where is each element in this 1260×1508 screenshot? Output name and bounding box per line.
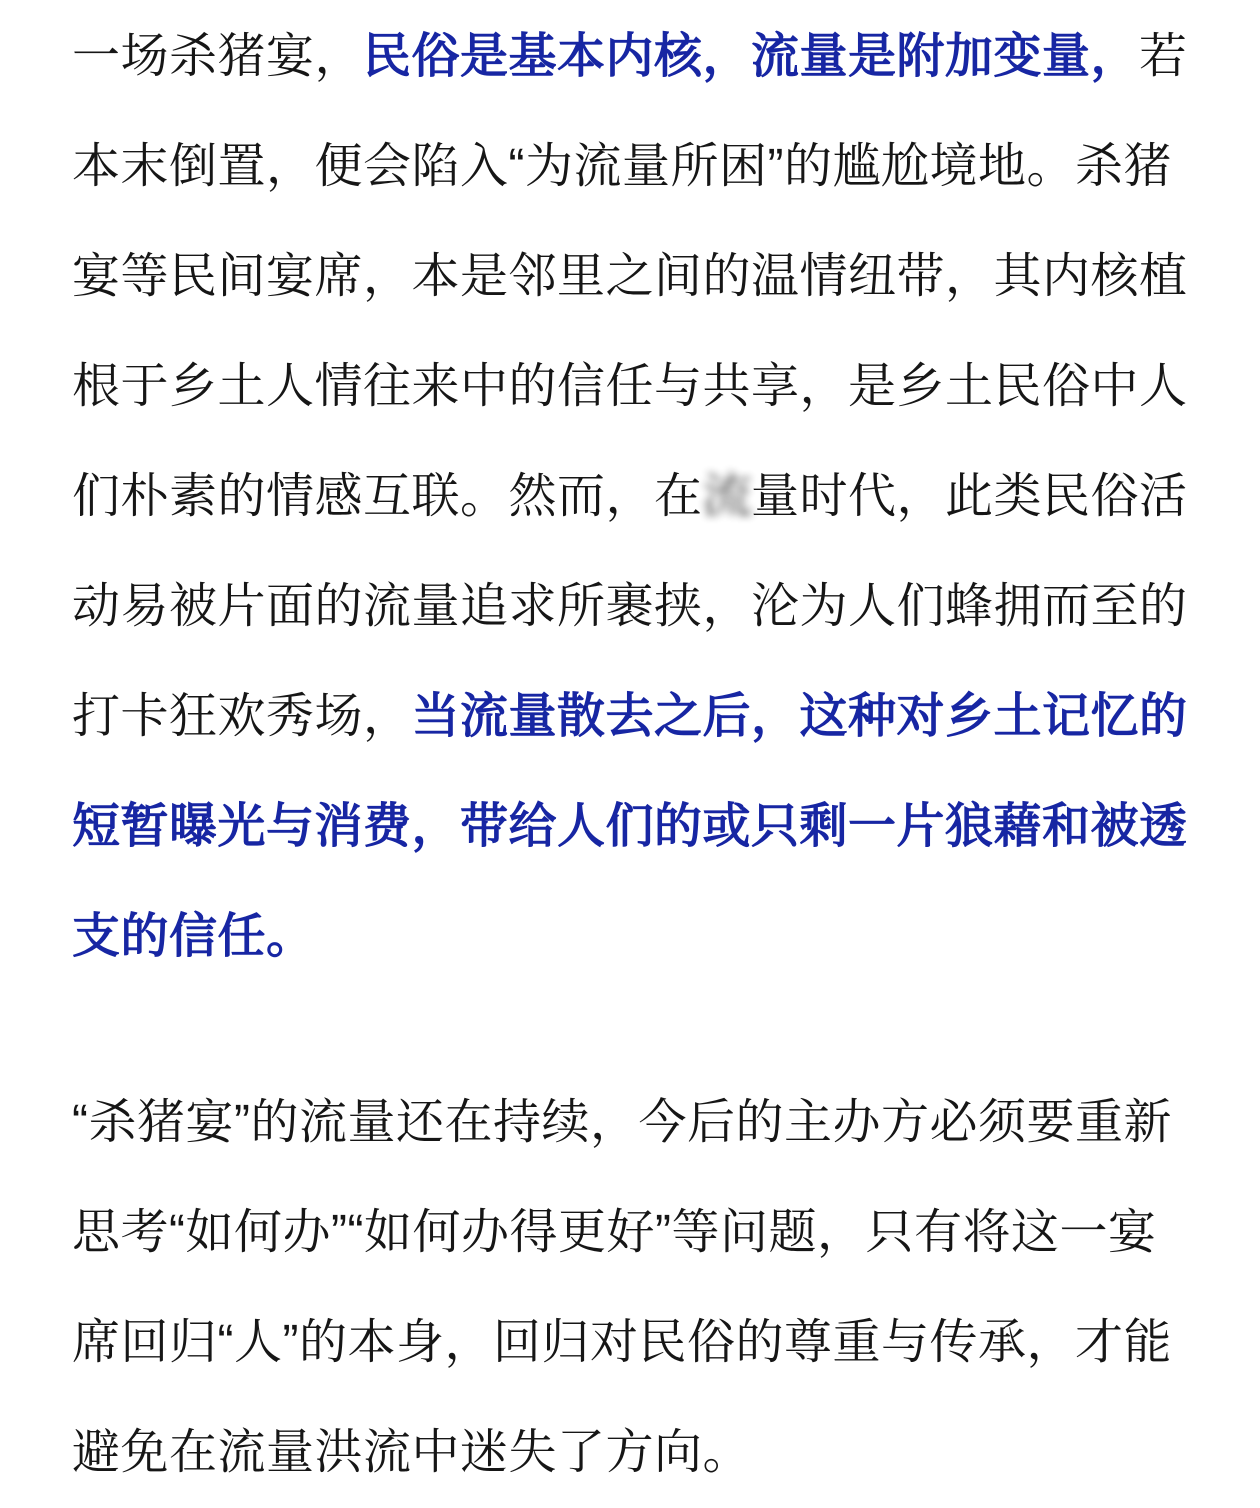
paragraph-2 [72,1068,1198,1508]
paragraph-1 [72,2,1198,992]
body-text: “杀猪宴”的流量还在持续，今后的主办方必须要重新思考“如何办”“如何办得更好”等问题，只有将这一宴席回归“人”的本身，回归对民俗的尊重与传承，才能避免在流量洪流中迷失了方向。 [72,1096,1172,1479]
body-text: 若本末倒置，便会陷入“为流量所困”的尴尬境地。杀猪宴等民间宴席，本是邻里之间的温情纽带，其内核植根于乡土人情往来中的信任与共享，是乡土民俗中人们朴素的情感互联。然而，在 [72,30,1188,523]
highlight-text: 民俗是基本内核，流量是附加变量， [363,30,1140,83]
body-text: 量时代，此类民俗活动易被片面的流量追求所裹挟，沦为人们蜂拥而至的打卡狂欢秀场， [72,470,1188,743]
body-text: 一场杀猪宴， [72,30,364,83]
highlight-text: 当流量散去之后，这种对乡土记忆的短暂曝光与消费，带给人们的或只剩一片狼藉和被透支的信任。 [72,690,1188,963]
blurred-character: 流 [701,470,753,523]
